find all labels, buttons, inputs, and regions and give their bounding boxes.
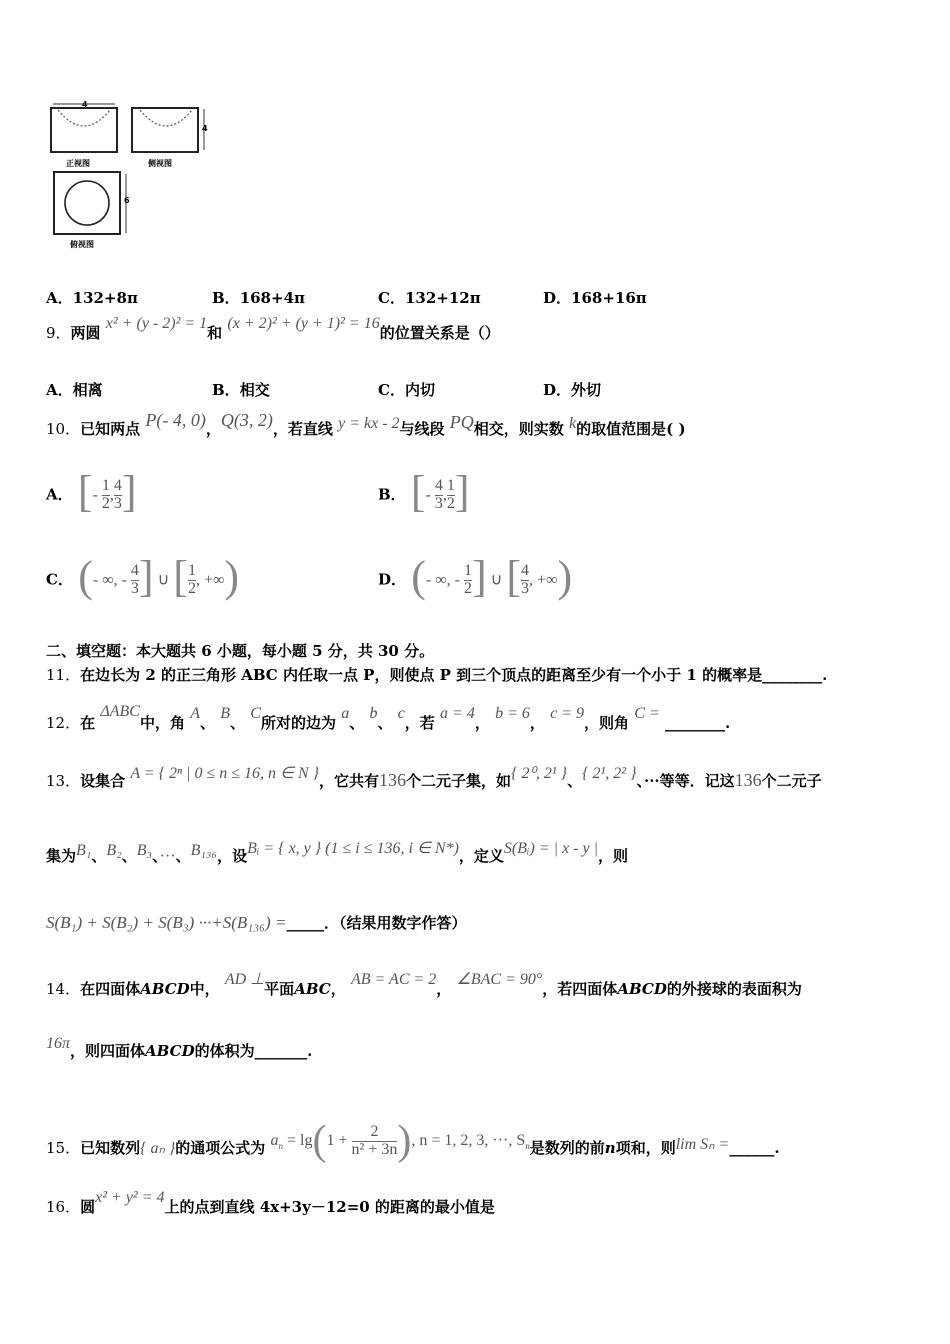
- q15-stem: 15．已知数列{ aₙ }的通项公式为 $a_n = \lg(1$ + $\frac{2}{\text{n² + 3n}}$ ), n = 1, 2, 3, ···, $S_n$是数列的前n项和，则lim Sₙ =______.: [46, 1118, 780, 1164]
- q9-option-d[interactable]: D．外切: [543, 381, 602, 399]
- q10-stem: 10．已知两点 P(- 4, 0)，Q(3, 2)，若直线 y = kx - 2与线段 PQ相交，则实数 k的取值范围是( ): [46, 410, 686, 438]
- side-dim-label: 4: [202, 124, 208, 133]
- q14-line1: 14．在四面体ABCD中， AD ⊥平面ABC， AB = AC = 2， ∠BAC = 90°，若四面体ABCD的外接球的表面积为: [46, 971, 802, 998]
- q10-option-a[interactable]: A． [- $\frac{1}{2}$ , $\frac{4}{3}$ ]: [46, 467, 137, 516]
- q16-stem: 16．圆x² + y² = 4上的点到直线 4x+3y－12=0 的距离的最小值是: [46, 1189, 495, 1216]
- q9-option-b[interactable]: B．相交: [212, 381, 270, 399]
- side-view-label: 侧视图: [148, 159, 172, 168]
- q8-option-a[interactable]: A．132+8π: [46, 289, 138, 307]
- top-dim-label: 6: [124, 196, 130, 205]
- q13-answer-blank[interactable]: _____．（结果用数字作答）: [286, 914, 467, 932]
- q8-option-c[interactable]: C．132+12π: [378, 289, 481, 307]
- q12-stem: 12．在 ΔABC中，角 A、 B、 C所对的边为 a、 b、 c，若 a = 4， b = 6， c = 9，则角 C = ________.: [46, 703, 731, 732]
- q14-answer-blank[interactable]: 的体积为_______.: [194, 1042, 313, 1060]
- q10-option-d[interactable]: D． (- ∞, - $\frac{1}{2}$ ] ∪ [ $\frac{4}{3}$ , +∞): [378, 552, 573, 601]
- q9-circle2-eq: (x + 2)² + (y + 1)² = 16: [227, 315, 380, 332]
- three-view-figure: [44, 100, 224, 250]
- top-view-label: 俯视图: [70, 240, 94, 249]
- q8-option-d[interactable]: D．168+16π: [543, 289, 647, 307]
- q10-option-c[interactable]: C． (- ∞, - $\frac{4}{3}$ ] ∪ [ $\frac{1}{2}$ , +∞): [46, 552, 240, 601]
- q13-line3: S(B₁) + S(B₂) + S(B₃) ···+S(B₁₃₆) =_____．（结果用数字作答）: [46, 913, 467, 932]
- front-dim-label: 4: [82, 100, 88, 109]
- q9-stem: 9．两圆 x² + (y - 2)² = 1和 (x + 2)² + (y + 1)² = 16的位置关系是（）: [46, 315, 500, 342]
- q13-line2: 集为B₁、B₂、B₃、···、B₁₃₆，设Bᵢ = { x, y } (1 ≤ i ≤ 136, i ∈ N*)，定义S(Bᵢ) = | x - y |，则: [46, 840, 629, 865]
- q15-formula: $a_n = \lg(1$ + $\frac{2}{\text{n² + 3n}}$ ), n = 1, 2, 3, ···, $S_n$: [270, 1118, 530, 1164]
- section-2-heading: 二、填空题：本大题共 6 小题，每小题 5 分，共 30 分。: [46, 642, 435, 660]
- q14-line2: 16π，则四面体ABCD的体积为_______.: [46, 1035, 313, 1060]
- q9-option-c[interactable]: C．内切: [378, 381, 435, 399]
- q15-answer-blank[interactable]: ______.: [729, 1139, 780, 1157]
- three-view-drawing: [44, 100, 224, 250]
- q13-line1: 13．设集合 A = { 2ⁿ | 0 ≤ n ≤ 16, n ∈ N }，它共有136个二元子集，如{ 2⁰, 2¹ }、{ 2¹, 2² }、···等等．记这136个二元子: [46, 765, 822, 790]
- q10-option-b[interactable]: B． [- $\frac{4}{3}$ , $\frac{1}{2}$ ]: [378, 467, 470, 516]
- front-view-label: 正视图: [66, 159, 90, 168]
- q9-option-a[interactable]: A．相离: [46, 381, 103, 399]
- q9-circle1-eq: x² + (y - 2)² = 1: [105, 315, 208, 332]
- q8-option-b[interactable]: B．168+4π: [212, 289, 305, 307]
- q12-answer-blank[interactable]: ________.: [665, 714, 731, 732]
- q11-stem: 11．在边长为 2 的正三角形 ABC 内任取一点 P，则使点 P 到三个顶点的距离至少有一个小于 1 的概率是________.: [46, 666, 828, 684]
